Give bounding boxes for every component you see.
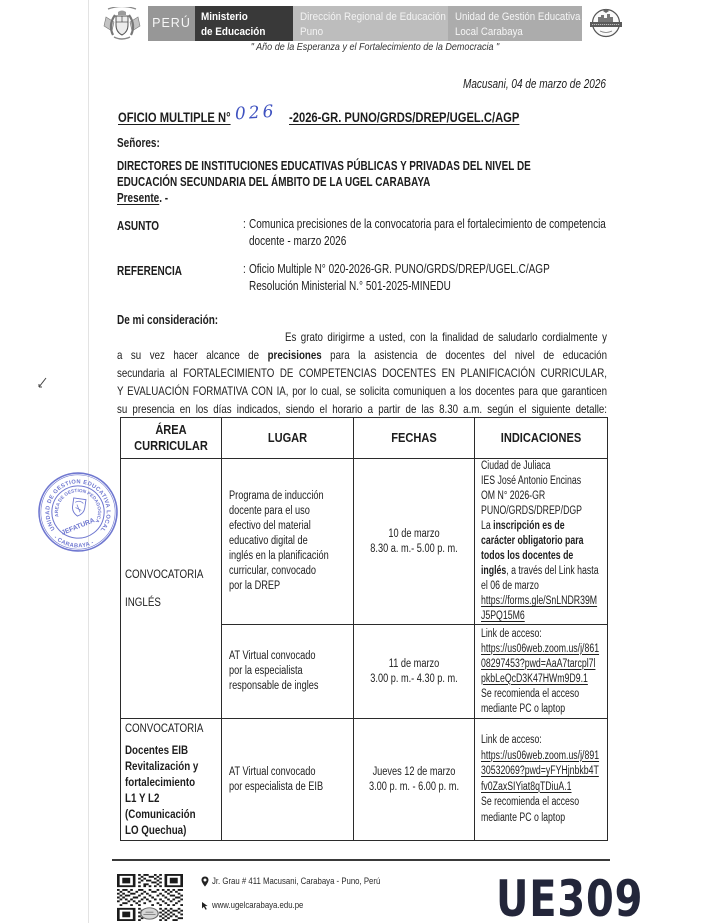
ministry-line-2: de Educación <box>201 25 266 38</box>
schedule-table <box>120 417 608 841</box>
cell-fechas-text <box>360 527 468 557</box>
year-motto <box>200 41 550 54</box>
indicacion-line: Se recomienda el acceso <box>481 796 580 808</box>
band-country <box>148 6 195 41</box>
oficio-number-prefix: OFICIO MULTIPLE N° <box>118 110 231 125</box>
country-label: PERÚ <box>152 16 191 30</box>
band-ugel <box>448 6 582 41</box>
indicacion-line: Link de acceso: <box>481 734 542 746</box>
cell-lugar <box>222 625 354 719</box>
referencia-label: REFERENCIA <box>117 264 183 278</box>
link-line[interactable]: https://us06web.zoom.us/j/891 <box>481 749 600 762</box>
qr-code-icon <box>117 874 183 921</box>
footer-divider <box>112 859 610 861</box>
location-pin-icon <box>201 876 209 887</box>
lugar-line: AT Virtual convocado <box>229 765 316 778</box>
body-line-text: secundaria al FORTALECIMIENTO DE COMPETENCIAS DOCENTES EN PLANIFICACIÓN CURRICULAR, <box>117 366 607 380</box>
lugar-line: efectivo del material <box>229 520 311 532</box>
table-row <box>121 719 608 841</box>
indicacion-line: Se recomienda el acceso <box>481 687 580 700</box>
lugar-line: por la DREP <box>229 580 281 592</box>
ugel-text <box>455 10 582 39</box>
stamp-group <box>37 471 119 553</box>
indicacion-line <box>481 564 605 579</box>
asunto-line-2: docente - marzo 2026 <box>249 234 347 248</box>
letter-date-text: Macusani, 04 de marzo de 2026 <box>462 76 606 91</box>
scan-page-edge <box>88 0 89 923</box>
area-detail-line: LO Quechua) <box>125 824 187 837</box>
year-motto-text: " Año de la Esperanza y el Fortalecimiento de la Democracia " <box>250 41 500 53</box>
stamp-inner-text-path: AREA DE GESTION PEDAGOGICA <box>53 487 102 524</box>
column-header-fechas-text: FECHAS <box>391 430 437 445</box>
emblem-ribbon <box>114 37 130 39</box>
body-text-segment: a su vez hacer alcance de <box>117 348 268 362</box>
fecha-date: 10 de marzo <box>388 527 440 540</box>
table-body <box>121 459 608 841</box>
indicacion-line: IES José Antonio Encinas <box>481 475 582 487</box>
table-header-row <box>121 418 608 459</box>
cell-fechas <box>354 459 475 625</box>
cell-indicaciones-text <box>481 627 605 717</box>
body-text-segment: para la asistencia de docentes del nivel de educación <box>321 348 607 362</box>
body-line <box>117 346 607 364</box>
fecha-date: 11 de marzo <box>388 657 440 670</box>
body-line <box>117 400 607 418</box>
cell-lugar-text <box>229 489 347 594</box>
area-detail-line: Revitalización y <box>125 760 199 773</box>
indicacion-bold-segment: todos los docentes de <box>481 550 574 562</box>
referencia-separator: : <box>243 262 246 276</box>
cell-indicaciones-text <box>481 733 605 826</box>
table-row <box>121 459 608 625</box>
cell-area <box>121 459 222 719</box>
column-header-fechas <box>354 418 475 459</box>
indicacion-line: el 06 de marzo <box>481 580 539 592</box>
letter-date <box>300 76 606 92</box>
indicacion-line: Ciudad de Juliaca <box>481 460 551 472</box>
referencia-line-1: Oficio Multiple N° 020-2026-GR. PUNO/GRDS/DREP/UGEL.C/AGP <box>249 262 550 276</box>
cell-area-text <box>125 721 215 839</box>
presente-tail: . - <box>159 191 169 205</box>
asunto-value <box>249 216 606 250</box>
link-line[interactable]: J5PQ15M6 <box>481 610 525 622</box>
fecha-time: 3.00 p. m.- 4.30 p. m. <box>370 672 458 685</box>
cell-fechas <box>354 719 475 841</box>
column-header-area-line-1: ÁREA <box>155 422 187 437</box>
cell-lugar-text <box>229 649 347 694</box>
greeting: De mi consideración: <box>117 313 219 327</box>
column-header-area-line-2: CURRICULAR <box>134 438 208 453</box>
table-head <box>121 418 608 459</box>
oficio-handwritten-number: 026 <box>234 101 278 125</box>
fecha-time: 8.30 a. m.- 5.00 p. m. <box>370 542 458 555</box>
referencia-value <box>249 261 550 294</box>
indicacion-line: Link de acceso: <box>481 627 542 640</box>
presente <box>117 190 168 206</box>
area-detail-line: INGLÉS <box>125 596 161 609</box>
spacer <box>125 583 215 595</box>
cell-lugar <box>222 459 354 625</box>
indicacion-line: OM N° 2026-GR <box>481 490 546 502</box>
cell-indicaciones <box>475 625 608 719</box>
stamp-center-text: JEFATURA <box>60 517 96 537</box>
zoom-meeting-link[interactable] <box>481 642 605 687</box>
indicacion-bold-segment: inscripción es de <box>493 520 565 532</box>
fecha-time: 3.00 p. m. - 6.00 p. m. <box>369 780 459 793</box>
ministry-line-1: Ministerio <box>201 11 248 23</box>
stamp-signature-scribble <box>74 501 84 513</box>
asunto-separator: : <box>243 217 246 231</box>
cell-fechas-text <box>360 657 468 687</box>
body-line <box>285 328 607 346</box>
column-header-area <box>121 418 222 459</box>
cell-indicaciones <box>475 459 608 625</box>
ministry-text <box>201 10 293 39</box>
cell-fechas <box>354 625 475 719</box>
fecha-date: Jueves 12 de marzo <box>372 765 456 778</box>
lugar-line: por especialista de EIB <box>229 780 324 793</box>
column-header-indicaciones-text: INDICACIONES <box>500 430 582 445</box>
ue309-logo: UE309 <box>496 870 644 923</box>
ugel-line-2: Local Carabaya <box>455 25 523 38</box>
scan-mark-icon <box>36 376 48 390</box>
area-detail-line: L1 Y L2 <box>125 792 160 805</box>
link-line[interactable]: fv0ZaxSIYiat8qTDiuA.1 <box>481 780 572 793</box>
indicacion-text-segment: , a través del Link hasta <box>506 565 599 577</box>
lugar-line: docente para el uso <box>229 505 310 517</box>
area-detail-line: Docentes EIB <box>125 744 189 757</box>
area-title: CONVOCATORIA <box>125 568 204 581</box>
cell-fechas-text <box>360 765 468 795</box>
stamp-outer-text-path: UNIDAD DE GESTION EDUCATIVA LOCAL <box>45 479 111 533</box>
ugel-line-1: Unidad de Gestión Educativa <box>455 11 581 23</box>
lugar-line: AT Virtual convocado <box>229 650 316 662</box>
cell-lugar <box>222 719 354 841</box>
column-header-area-text <box>127 422 215 454</box>
band-ministry <box>195 6 293 41</box>
area-title: CONVOCATORIA <box>125 722 204 735</box>
indicacion-line: PUNO/GRDS/DREP/DGP <box>481 505 583 517</box>
indicacion-line <box>481 519 605 534</box>
cell-area <box>121 719 222 841</box>
body-line <box>117 382 607 400</box>
column-header-lugar-text: LUGAR <box>267 430 308 445</box>
link-line[interactable]: 30532069?pwd=yFYHjnbkb4T <box>481 765 599 777</box>
regional-line-1: Dirección Regional de Educación <box>300 11 446 23</box>
salutation: Señores: <box>117 136 160 150</box>
lugar-line: educativo digital de <box>229 535 308 547</box>
body-line-text: Y EVALUACIÓN FORMATIVA CON IA, por lo cual, se solicita comuniquen a los docentes para que garanticen <box>117 384 607 398</box>
link-line[interactable]: 08297453?pwd=AaA7tarcpl7l <box>481 657 596 670</box>
link-line[interactable]: https://forms.gle/SnLNDR39M <box>481 595 598 607</box>
emblem-crown <box>118 11 126 16</box>
body-line-text <box>117 346 607 364</box>
presente-word: Presente <box>117 191 160 205</box>
stamp-bottom-text-path: - CARABAYA - <box>52 534 96 550</box>
registration-form-link[interactable] <box>481 594 605 624</box>
indicacion-line <box>481 534 605 549</box>
indicacion-bold-segment: inglés <box>481 565 507 577</box>
stamp-shield-icon <box>71 498 86 517</box>
emblem-banner <box>108 7 136 9</box>
indicacion-line: mediante PC o laptop <box>481 811 566 824</box>
addressee-line-2: EDUCACIÓN SECUNDARIA DEL ÁMBITO DE LA UGEL CARABAYA <box>117 175 431 189</box>
cell-area-text <box>125 567 215 611</box>
addressee-line-1: DIRECTORES DE INSTITUCIONES EDUCATIVAS PÚBLICAS Y PRIVADAS DEL NIVEL DE <box>117 159 531 173</box>
lugar-line: inglés en la planificación <box>229 550 329 562</box>
regional-directorate-text <box>300 10 448 39</box>
indicacion-bold-segment: carácter obligatorio para <box>481 535 584 547</box>
scan-mark-stroke <box>39 378 46 387</box>
peru-coat-of-arms-icon <box>103 7 141 41</box>
asunto-line-1: Comunica precisiones de la convocatoria para el fortalecimiento de competencia <box>249 217 606 231</box>
body-line-text: Es grato dirigirme a usted, con la finalidad de saludarlo cordialmente y <box>285 330 607 344</box>
body-line <box>117 364 607 382</box>
lugar-line: curricular, convocado <box>229 565 316 577</box>
web-cursor-icon <box>201 901 210 910</box>
indicacion-line <box>481 549 605 564</box>
link-line[interactable]: pkbLeQcD3K47HWm9D9.1 <box>481 672 588 685</box>
referencia-line-2: Resolución Ministerial N.° 501-2025-MINEDU <box>249 278 451 293</box>
body-paragraph <box>117 328 607 418</box>
footer-address: Jr. Grau # 411 Macusani, Carabaya - Puno, Perú <box>212 876 381 887</box>
body-bold-segment: precisiones <box>267 348 322 362</box>
indicacion-line: mediante PC o laptop <box>481 702 566 715</box>
area-detail-line: (Comunicación <box>125 808 196 821</box>
addressee <box>117 158 531 190</box>
lugar-line: por la especialista <box>229 665 303 677</box>
official-seal-stamp <box>37 471 119 553</box>
asunto-label: ASUNTO <box>117 219 160 233</box>
cell-indicaciones <box>475 719 608 841</box>
footer-website: www.ugelcarabaya.edu.pe <box>212 900 304 911</box>
zoom-meeting-link[interactable] <box>481 749 605 796</box>
regional-line-2: Puno <box>300 25 324 38</box>
qr-center-logo <box>141 908 158 919</box>
link-line[interactable]: https://us06web.zoom.us/j/861 <box>481 642 600 655</box>
ugel-carabaya-logo-icon <box>589 8 623 38</box>
lugar-line: Programa de inducción <box>229 490 324 502</box>
area-detail-line: fortalecimiento <box>125 776 196 789</box>
band-regional-directorate <box>293 6 448 41</box>
cell-lugar-text <box>229 765 347 795</box>
body-line-text: su presencia en los días indicados, siendo el horario a partir de las 8.30 a.m. según el siguiente detalle: <box>117 402 607 416</box>
oficio-number-suffix: -2026-GR. PUNO/GRDS/DREP/UGEL.C/AGP <box>289 110 520 125</box>
indicacion-text-segment: La <box>481 520 494 532</box>
column-header-indicaciones <box>475 418 608 459</box>
lugar-line: responsable de ingles <box>229 680 319 692</box>
cell-indicaciones-text <box>481 459 605 624</box>
column-header-lugar <box>222 418 354 459</box>
